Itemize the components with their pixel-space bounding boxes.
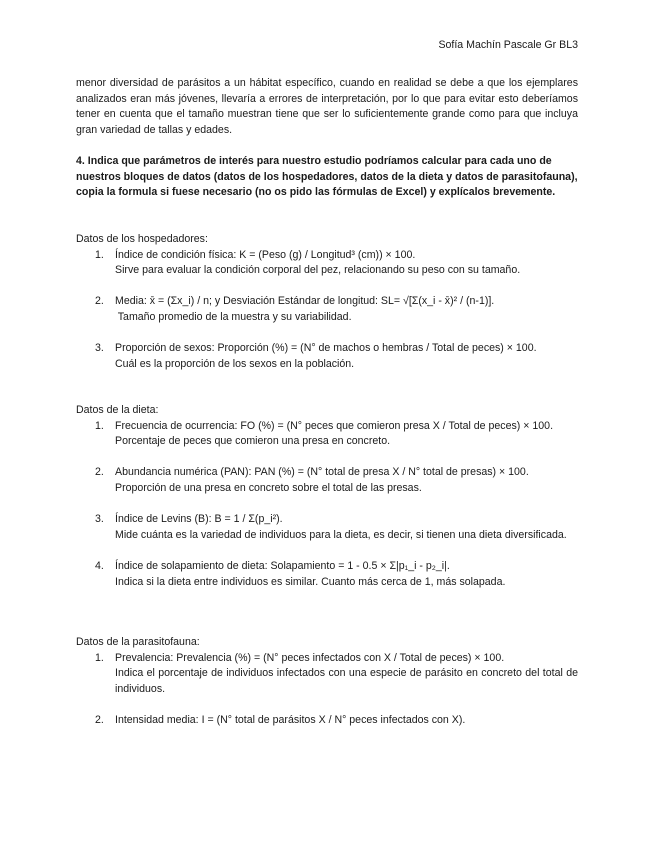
section-hospedadores (76, 232, 578, 372)
item-number: 4. (95, 559, 104, 572)
item-number: 2. (95, 713, 104, 726)
item-description: Indica si la dieta entre individuos es similar. Cuanto más cerca de 1, más solapada. (115, 575, 506, 588)
section-title: Datos de los hospedadores: (76, 233, 208, 245)
item-description: Mide cuánta es la variedad de individuos para la dieta, es decir, si tienen una dieta diversificada. (115, 528, 567, 541)
item-description: Porcentaje de peces que comieron una presa en concreto. (115, 435, 391, 448)
list-item (76, 512, 578, 543)
list-item (76, 341, 578, 372)
list-item (76, 713, 578, 729)
question-heading: 4. Indica que parámetros de interés para nuestro estudio podríamos calcular para cada uno de nuestros bloques de datos (datos de los hospedadores, datos de la dieta y datos de parasitofauna), copia la formula si fuese necesario (no os pido las fórmulas de Excel) y explícalos brevemente. (76, 155, 578, 199)
parameter-list (76, 419, 578, 591)
intro-paragraph: menor diversidad de parásitos a un hábitat específico, cuando en realidad se debe a que los ejemplares analizados eran más jóvenes, llevaría a errores de interpretación, por lo que para evitar esto deberíamos tener en cuenta que el tamaño muestran tiene que ser lo suficientemente grande como para que incluya gran variedad de tallas y edades. (76, 77, 578, 136)
section-title: Datos de la parasitofauna: (76, 636, 200, 648)
item-description: Indica el porcentaje de individuos infectados con una especie de parásito en concreto del total de individuos. (115, 667, 578, 695)
item-number: 1. (95, 651, 104, 664)
item-description: Cuál es la proporción de los sexos en la población. (115, 357, 355, 370)
item-formula: Índice de condición física: K = (Peso (g) / Longitud³ (cm)) × 100. (115, 248, 416, 261)
item-number: 2. (95, 295, 104, 308)
item-formula: Índice de Levins (B): B = 1 / Σ(p_i²). (115, 513, 283, 526)
section-title: Datos de la dieta: (76, 404, 159, 416)
section-parasitofauna (76, 635, 578, 729)
list-item (76, 651, 578, 698)
item-number: 3. (95, 342, 104, 355)
list-item (76, 294, 578, 325)
item-number: 2. (95, 466, 104, 479)
item-description: Sirve para evaluar la condición corporal del pez, relacionando su peso con su tamaño. (115, 264, 521, 277)
item-description: Proporción de una presa en concreto sobre el total de las presas. (115, 481, 422, 494)
item-number: 1. (95, 419, 104, 432)
item-formula: Índice de solapamiento de dieta: Solapamiento = 1 - 0.5 × Σ|p₁_i - p₂_i|. (115, 559, 450, 572)
parameter-list (76, 248, 578, 373)
item-formula: Proporción de sexos: Proporción (%) = (N° de machos o hembras / Total de peces) × 100. (115, 342, 537, 355)
item-formula: Abundancia numérica (PAN): PAN (%) = (N° total de presa X / N° total de presas) × 100. (115, 466, 529, 479)
parameter-list (76, 651, 578, 729)
item-description: Tamaño promedio de la muestra y su variabilidad. (115, 310, 352, 323)
list-item (76, 248, 578, 279)
list-item (76, 559, 578, 590)
item-formula: Intensidad media: I = (N° total de parásitos X / N° peces infectados con X). (115, 713, 466, 726)
list-item (76, 465, 578, 496)
item-formula: Media: x̄ = (Σx_i) / n; y Desviación Estándar de longitud: SL= √[Σ(x_i - x̄)² / (n-1)]. (115, 295, 495, 308)
item-formula: Frecuencia de ocurrencia: FO (%) = (N° peces que comieron presa X / Total de peces) × 100. (115, 419, 554, 432)
page-header-author: Sofía Machín Pascale Gr BL3 (438, 39, 578, 51)
section-dieta (76, 403, 578, 590)
list-item (76, 419, 578, 450)
item-number: 1. (95, 248, 104, 261)
item-formula: Prevalencia: Prevalencia (%) = (N° peces infectados con X / Total de peces) × 100. (115, 651, 505, 664)
item-number: 3. (95, 513, 104, 526)
